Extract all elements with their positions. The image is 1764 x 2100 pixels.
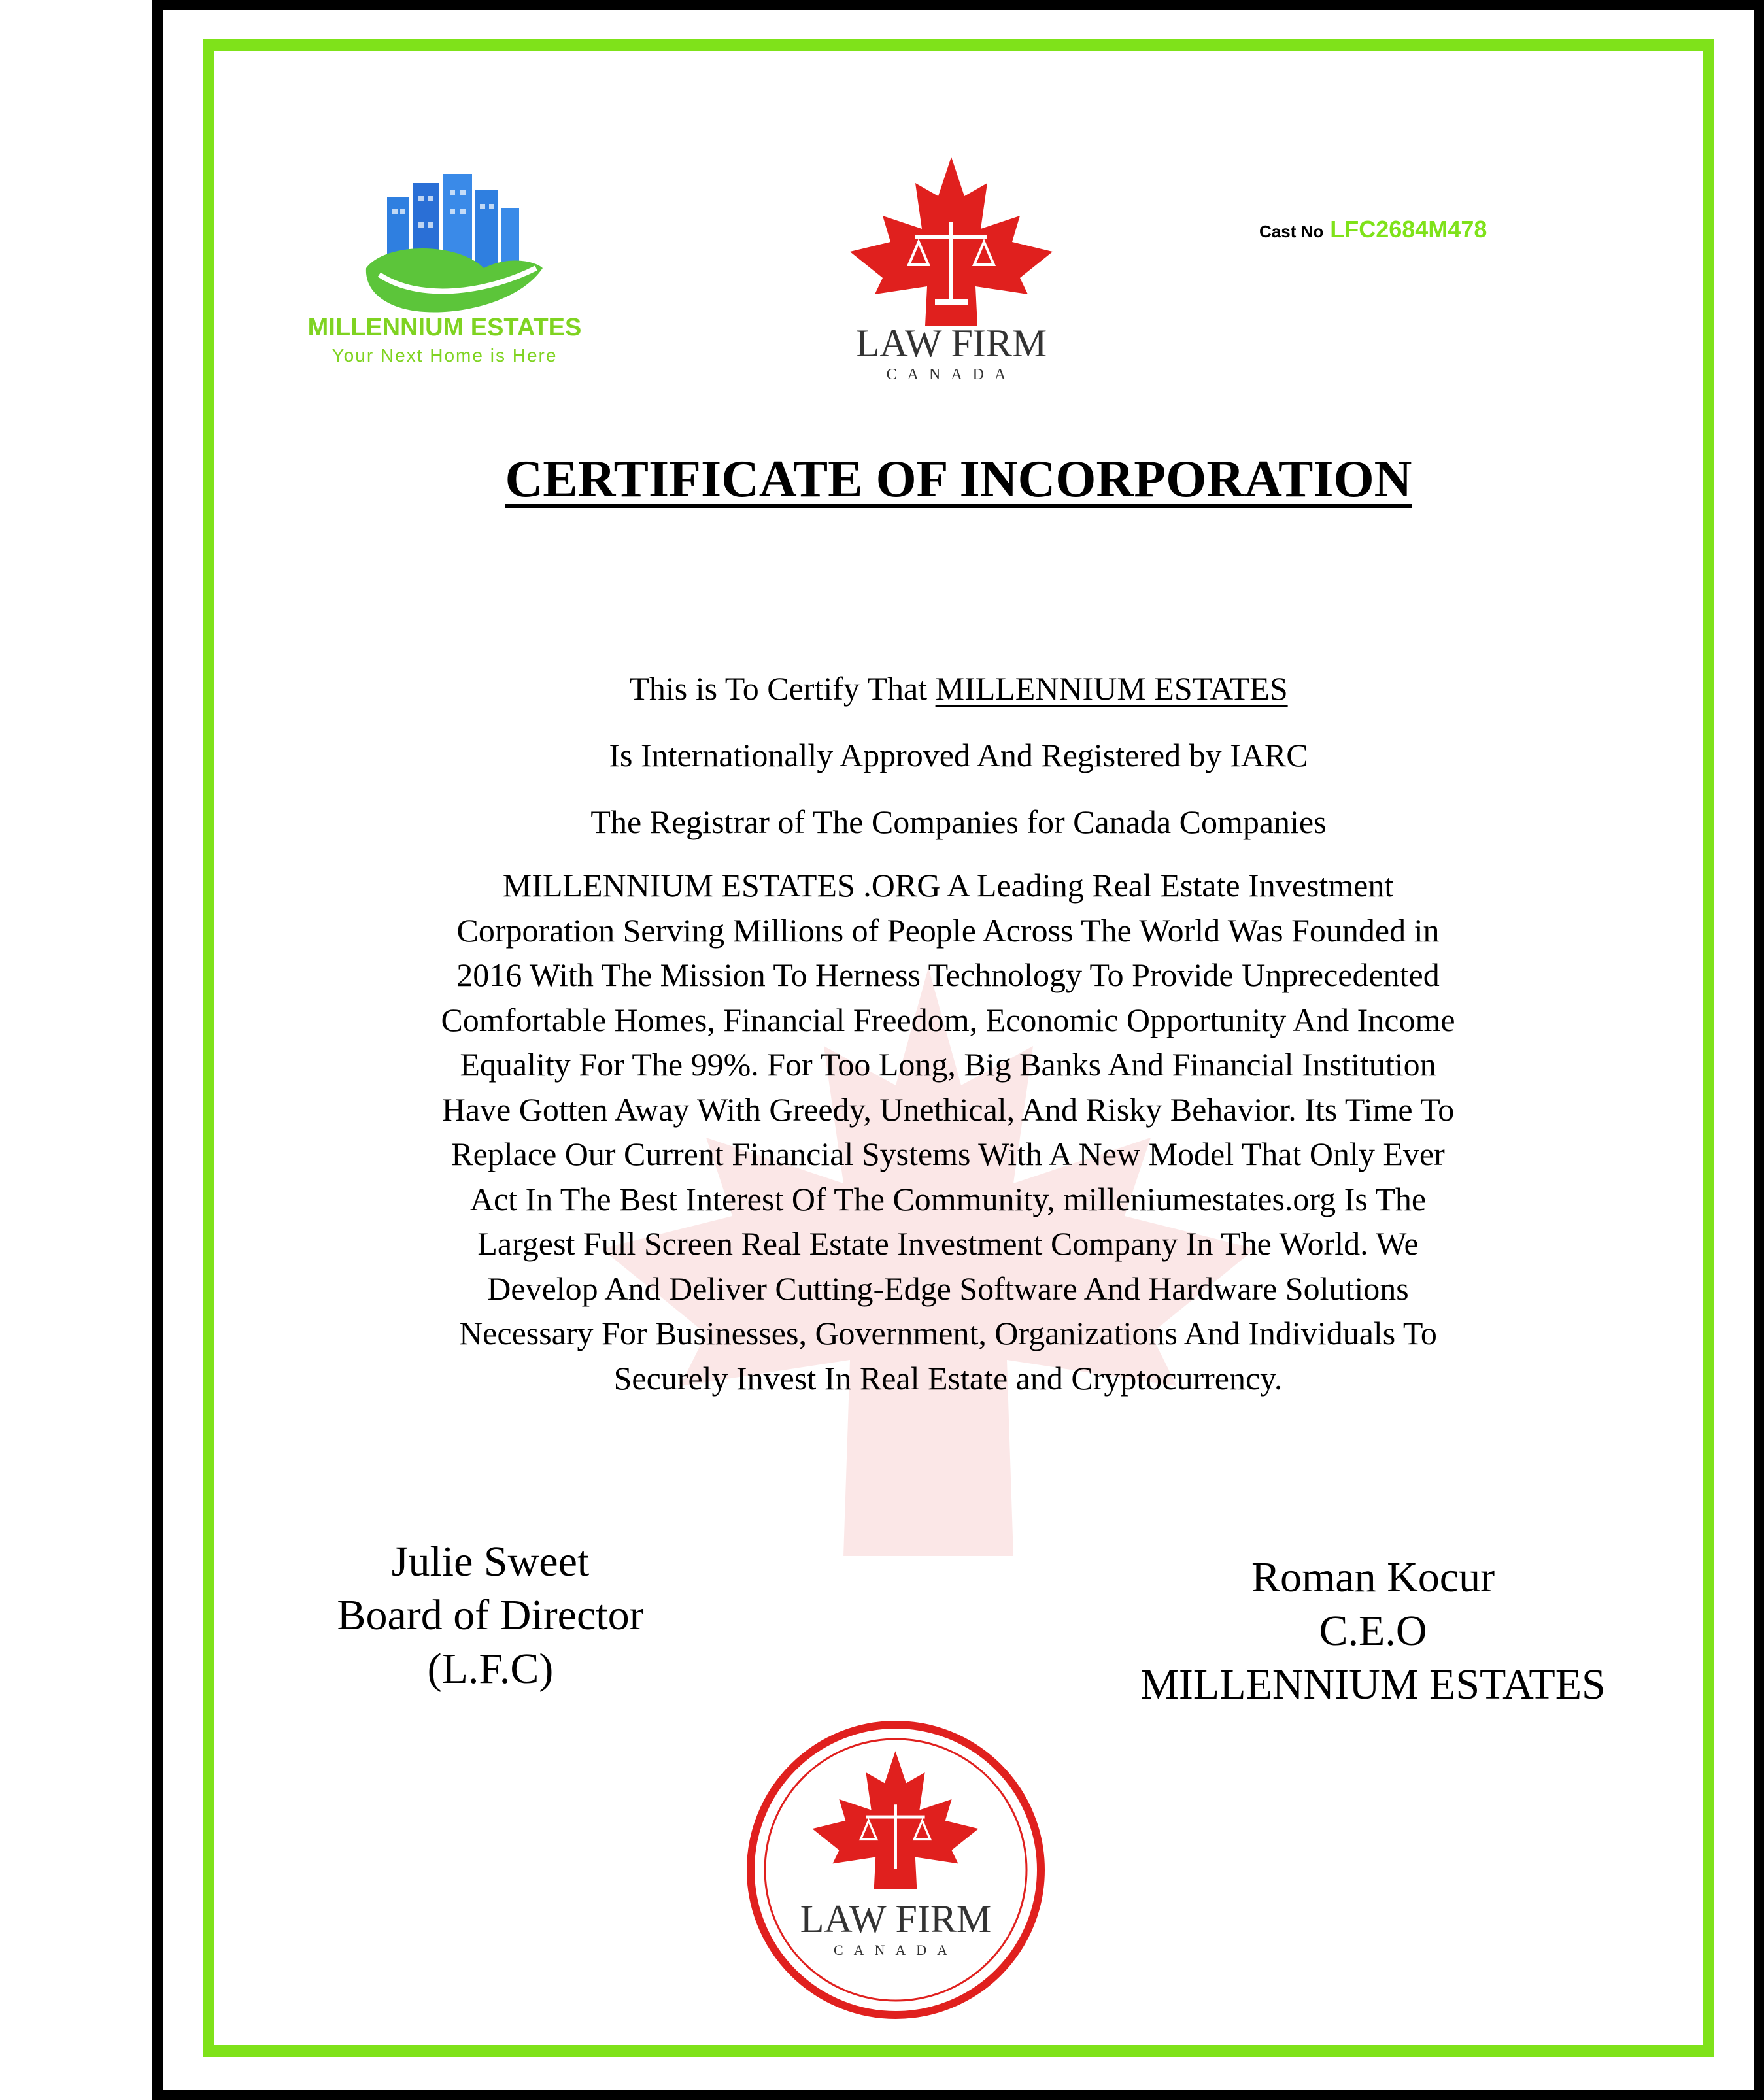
body-line: Securely Invest In Real Estate and Cryptocurrency.	[613, 1359, 1283, 1397]
signatory-left-role: Board of Director	[337, 1591, 644, 1639]
body-line: MILLENNIUM ESTATES .ORG A Leading Real Estate Investment	[502, 867, 1394, 904]
case-number	[1259, 216, 1487, 243]
body-line: 2016 With The Mission To Herness Technology To Provide Unprecedented	[456, 957, 1440, 993]
certify-line	[203, 669, 1714, 707]
body-line: Equality For The 99%. For Too Long, Big Banks And Financial Institution	[460, 1046, 1436, 1083]
body-line: Act In The Best Interest Of The Community, milleniumestates.org Is The	[469, 1180, 1427, 1217]
seal-maple-leaf-icon	[812, 1751, 978, 1889]
brand-name: MILLENNIUM ESTATES	[307, 314, 582, 341]
law-firm-country: CANADA	[886, 366, 1017, 383]
signatory-left	[275, 1535, 706, 1696]
approval-line: Is Internationally Approved And Registered by IARC	[609, 737, 1308, 773]
law-firm-canada-logo	[804, 150, 1098, 386]
certificate-title-text: CERTIFICATE OF INCORPORATION	[505, 450, 1412, 508]
case-label: Cast No	[1259, 222, 1324, 241]
maple-leaf-scales-icon	[850, 157, 1053, 326]
signatory-right	[1085, 1551, 1661, 1712]
seal-law-firm-country: CANADA	[833, 1942, 958, 1958]
body-line: Develop And Deliver Cutting-Edge Software And Hardware Solutions	[487, 1270, 1409, 1307]
law-firm-name: LAW FIRM	[855, 322, 1047, 365]
signatory-right-org: MILLENNIUM ESTATES	[1140, 1661, 1606, 1708]
signatory-left-org: (L.F.C)	[427, 1645, 554, 1693]
certified-company: MILLENNIUM ESTATES	[935, 670, 1288, 707]
body-line: Comfortable Homes, Financial Freedom, Economic Opportunity And Income	[441, 1001, 1455, 1038]
signatory-right-role: C.E.O	[1319, 1607, 1427, 1655]
seal-law-firm-name: LAW FIRM	[800, 1897, 992, 1940]
case-value: LFC2684M478	[1330, 216, 1487, 243]
brand-tagline: Your Next Home is Here	[331, 345, 558, 365]
registrar-line: The Registrar of The Companies for Canada Companies	[590, 804, 1327, 840]
signatory-right-name: Roman Kocur	[1251, 1553, 1495, 1601]
body-line: Replace Our Current Financial Systems With A New Model That Only Ever	[451, 1136, 1445, 1172]
body-line: Corporation Serving Millions of People Across The World Was Founded in	[456, 911, 1440, 949]
certificate-body	[307, 863, 1589, 1400]
body-line: Necessary For Businesses, Government, Organizations And Individuals To	[459, 1315, 1437, 1351]
body-line: Have Gotten Away With Greedy, Unethical, And Risky Behavior. Its Time To	[441, 1091, 1455, 1128]
certificate-title	[203, 450, 1714, 509]
signatory-left-name: Julie Sweet	[391, 1538, 590, 1585]
certify-prefix: This is To Certify That	[629, 670, 936, 707]
body-line: Largest Full Screen Real Estate Investment Company In The World. We	[477, 1225, 1419, 1262]
law-firm-seal	[745, 1719, 1046, 2020]
